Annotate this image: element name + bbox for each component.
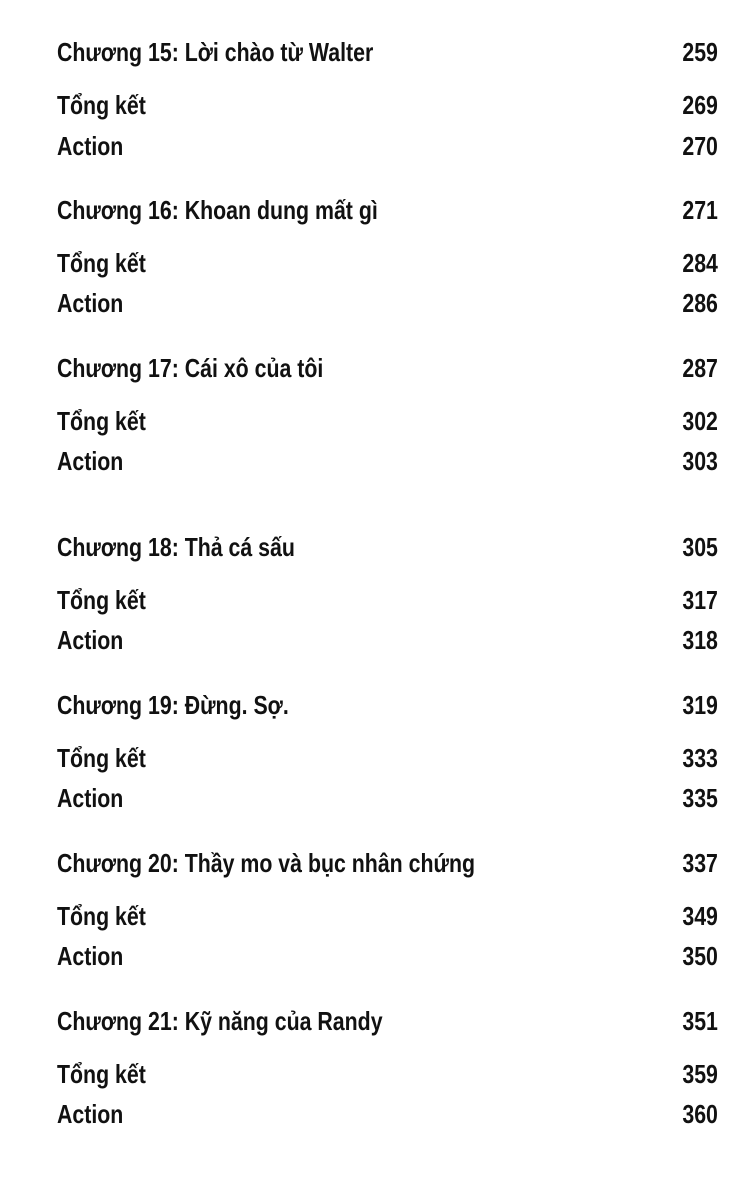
toc-entry-action: [57, 1097, 718, 1131]
toc-entry-page: 337: [682, 847, 718, 878]
toc-entry-title: Tổng kết: [57, 247, 146, 278]
toc-entry-page: 351: [682, 1005, 718, 1036]
toc-entry-title: Chương 20: Thầy mo và bục nhân chứng: [57, 847, 475, 878]
toc-entry-action: [57, 781, 718, 815]
toc-entry-page: 350: [682, 940, 718, 971]
toc-entry-title: Action: [57, 1098, 124, 1129]
toc-entry-title: Action: [57, 940, 124, 971]
toc-entry-summary: [57, 583, 718, 617]
toc-entry-title: Tổng kết: [57, 584, 146, 615]
toc-entry-summary: [57, 88, 718, 122]
toc-entry-action: [57, 623, 718, 657]
toc-entry-action: [57, 444, 718, 478]
toc-entry-title: Chương 18: Thả cá sấu: [57, 531, 295, 562]
toc-entry-title: Chương 16: Khoan dung mất gì: [57, 194, 378, 225]
toc-entry-chapter-15: [57, 35, 718, 69]
toc-entry-page: 286: [682, 287, 718, 318]
toc-entry-chapter-16: [57, 193, 718, 227]
toc-entry-page: 303: [682, 445, 718, 476]
toc-entry-page: 305: [682, 531, 718, 562]
toc-entry-page: 335: [682, 782, 718, 813]
toc-entry-title: Chương 15: Lời chào từ Walter: [57, 36, 374, 67]
toc-entry-chapter-17: [57, 351, 718, 385]
toc-entry-title: Tổng kết: [57, 900, 146, 931]
toc-entry-title: Action: [57, 130, 124, 161]
toc-entry-title: Tổng kết: [57, 742, 146, 773]
toc-entry-page: 349: [682, 900, 718, 931]
toc-entry-title: Action: [57, 782, 124, 813]
toc-entry-chapter-18: [57, 530, 718, 564]
toc-entry-page: 270: [682, 130, 718, 161]
toc-entry-page: 259: [682, 36, 718, 67]
toc-entry-title: Tổng kết: [57, 405, 146, 436]
toc-entry-summary: [57, 741, 718, 775]
toc-entry-summary: [57, 404, 718, 438]
toc-entry-page: 318: [682, 624, 718, 655]
toc-entry-page: 319: [682, 689, 718, 720]
toc-entry-summary: [57, 246, 718, 280]
toc-entry-title: Chương 19: Đừng. Sợ.: [57, 689, 289, 720]
toc-entry-title: Chương 17: Cái xô của tôi: [57, 352, 324, 383]
toc-entry-chapter-21: [57, 1004, 718, 1038]
toc-entry-title: Action: [57, 445, 124, 476]
toc-entry-action: [57, 286, 718, 320]
toc-entry-page: 360: [682, 1098, 718, 1129]
toc-entry-page: 302: [682, 405, 718, 436]
toc-entry-title: Action: [57, 624, 124, 655]
toc-entry-summary: [57, 1057, 718, 1091]
toc-entry-page: 287: [682, 352, 718, 383]
toc-entry-action: [57, 129, 718, 163]
toc-entry-page: 359: [682, 1058, 718, 1089]
toc-entry-page: 317: [682, 584, 718, 615]
toc-entry-chapter-20: [57, 846, 718, 880]
toc-entry-chapter-19: [57, 688, 718, 722]
toc-entry-page: 284: [682, 247, 718, 278]
toc-entry-page: 271: [682, 194, 718, 225]
toc-entry-title: Tổng kết: [57, 89, 146, 120]
toc-entry-title: Tổng kết: [57, 1058, 146, 1089]
toc-entry-title: Chương 21: Kỹ năng của Randy: [57, 1005, 383, 1036]
toc-entry-page: 269: [682, 89, 718, 120]
toc-entry-summary: [57, 899, 718, 933]
toc-entry-page: 333: [682, 742, 718, 773]
toc-entry-action: [57, 939, 718, 973]
toc-entry-title: Action: [57, 287, 124, 318]
